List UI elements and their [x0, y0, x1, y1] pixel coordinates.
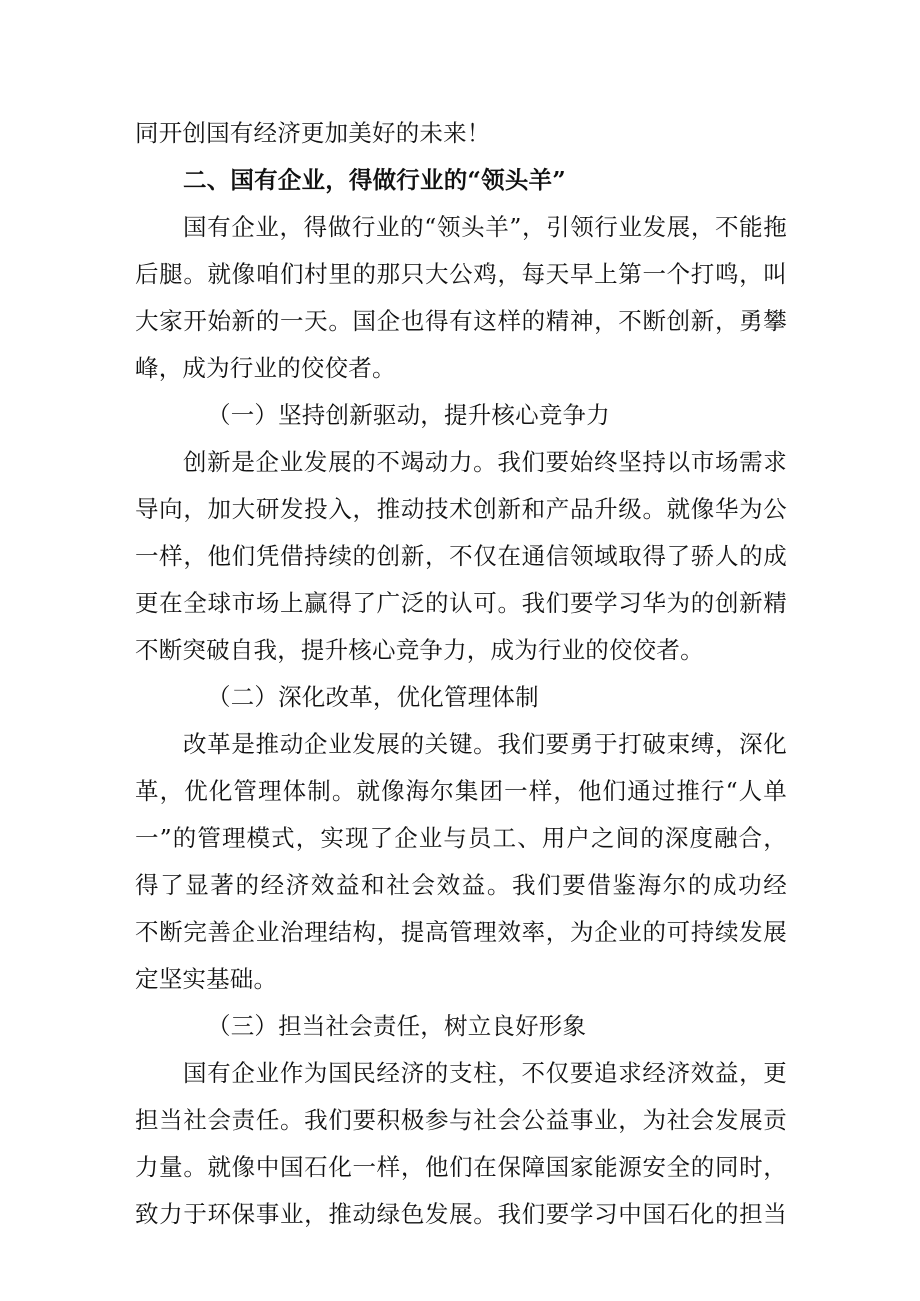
- paragraph-line: 导向，加大研发投入，推动技术创新和产品升级。就像华为公: [135, 495, 787, 523]
- paragraph-line: 更在全球市场上赢得了广泛的认可。我们要学习华为的创新精: [135, 589, 787, 617]
- paragraph-line: 革，优化管理体制。就像海尔集团一样，他们通过推行“人单: [135, 777, 787, 805]
- paragraph-line: 后腿。就像咱们村里的那只大公鸡，每天早上第一个打鸣，叫: [135, 260, 787, 288]
- paragraph-line: 国有企业，得做行业的“领头羊”，引领行业发展，不能拖: [183, 213, 787, 241]
- paragraph-line: 力量。就像中国石化一样，他们在保障国家能源安全的同时，: [135, 1153, 787, 1181]
- paragraph-line: 不断突破自我，提升核心竞争力，成为行业的佼佼者。: [135, 636, 704, 664]
- paragraph-line: 改革是推动企业发展的关键。我们要勇于打破束缚，深化: [183, 730, 787, 758]
- subsection-heading: （一）坚持创新驱动，提升核心竞争力: [207, 401, 610, 429]
- paragraph-line: 得了显著的经济效益和社会效益。我们要借鉴海尔的成功经: [135, 871, 787, 899]
- section-heading: 二、国有企业，得做行业的“领头羊”: [183, 166, 566, 194]
- subsection-heading: （二）深化改革，优化管理体制: [207, 683, 539, 711]
- paragraph-line: 一样，他们凭借持续的创新，不仅在通信领域取得了骄人的成: [135, 542, 787, 570]
- paragraph-line: 一”的管理模式，实现了企业与员工、用户之间的深度融合，: [135, 824, 787, 852]
- document-body: [135, 110, 787, 1238]
- subsection-heading: （三）担当社会责任，树立良好形象: [207, 1012, 587, 1040]
- paragraph-line: 峰，成为行业的佼佼者。: [135, 354, 396, 382]
- paragraph-line: 同开创国有经济更加美好的未来！: [135, 119, 491, 147]
- paragraph-line: 不断完善企业治理结构，提高管理效率，为企业的可持续发展: [135, 918, 787, 946]
- paragraph-line: 定坚实基础。: [135, 965, 278, 993]
- paragraph-line: 国有企业作为国民经济的支柱，不仅要追求经济效益，更: [183, 1059, 787, 1087]
- paragraph-line: 大家开始新的一天。国企也得有这样的精神，不断创新，勇攀: [135, 307, 787, 335]
- paragraph-line: 担当社会责任。我们要积极参与社会公益事业，为社会发展贡: [135, 1106, 787, 1134]
- paragraph-line: 致力于环保事业，推动绿色发展。我们要学习中国石化的担当: [135, 1200, 787, 1228]
- paragraph-line: 创新是企业发展的不竭动力。我们要始终坚持以市场需求: [183, 448, 787, 476]
